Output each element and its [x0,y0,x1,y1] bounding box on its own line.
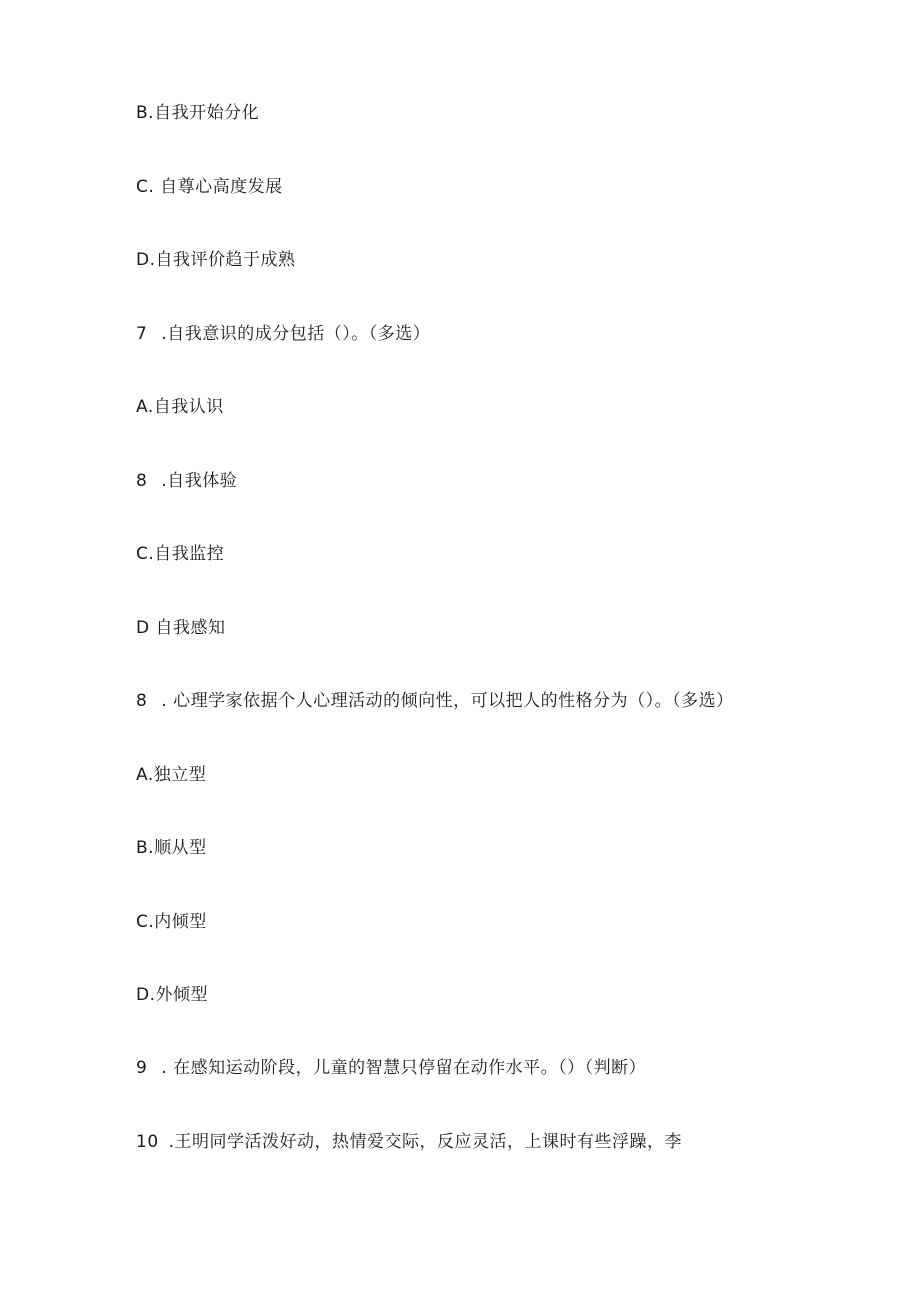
question-9-line [136,1054,646,1082]
question-10-line [136,1128,682,1156]
option-text: A.独立型 [136,765,207,785]
option-text: D.自我评价趋于成熟 [136,250,296,270]
option-text: D 自我感知 [136,618,226,638]
item-text: .自我体验 [161,471,238,491]
question-text: . 心理学家依据个人心理活动的倾向性，可以把人的性格分为（）。（多选） [161,691,734,711]
option-b-line [136,99,259,127]
option-text: C.自我监控 [136,544,225,564]
question-7-line [136,320,430,348]
question-number: 9 [136,1058,148,1078]
numbered-item-line [136,467,237,495]
option-d-line [136,981,208,1009]
option-d-line [136,246,296,274]
option-text: B.自我开始分化 [136,103,260,123]
option-text: C.内倾型 [136,912,207,932]
option-c-line [136,540,224,568]
option-a-line [136,761,206,789]
question-number: 10 [136,1132,159,1152]
question-text: .自我意识的成分包括（）。（多选） [161,324,431,344]
option-d-line [136,614,226,642]
question-number: 8 [136,691,148,711]
question-text: . 在感知运动阶段，儿童的智慧只停留在动作水平。（）（判断） [161,1058,647,1078]
option-c-line [136,908,207,936]
question-text: .王明同学活泼好动，热情爱交际，反应灵活，上课时有些浮躁，李 [168,1132,683,1152]
item-number: 8 [136,471,148,491]
option-c-line [136,173,283,201]
option-a-line [136,393,224,421]
option-text: B.顺从型 [136,838,207,858]
option-text: C. 自尊心高度发展 [136,177,283,197]
question-number: 7 [136,324,148,344]
option-text: A.自我认识 [136,397,224,417]
question-8-line [136,687,734,715]
option-b-line [136,834,207,862]
option-text: D.外倾型 [136,985,208,1005]
